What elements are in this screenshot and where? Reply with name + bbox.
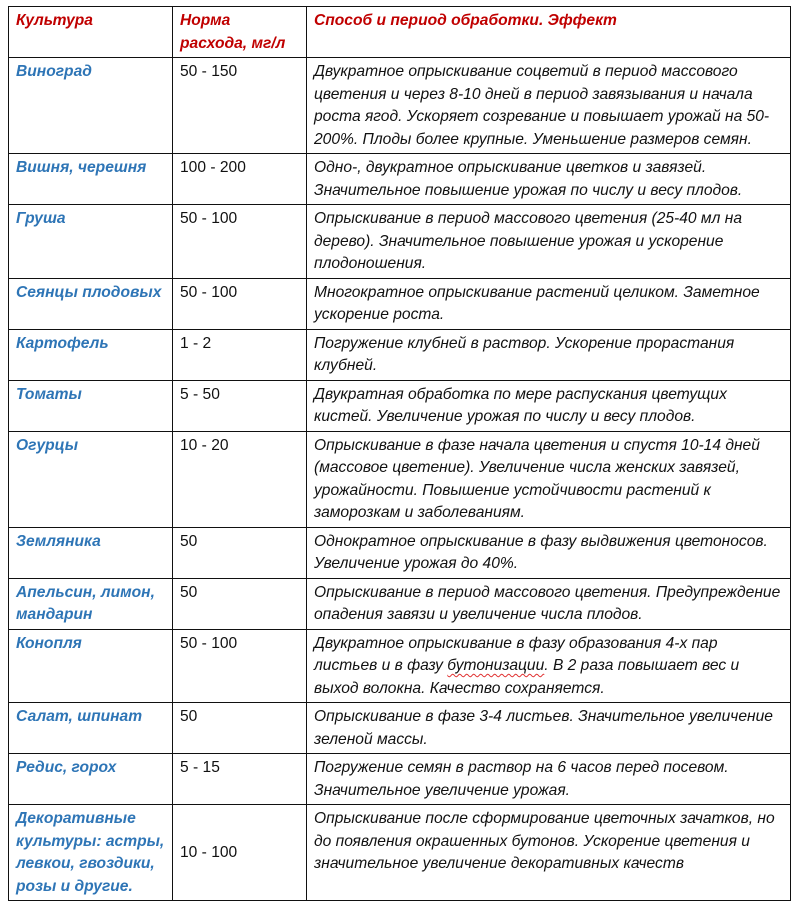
method-cell: Многократное опрыскивание растений целиком. Заметное ускорение роста. [307, 278, 791, 329]
table-row [9, 527, 791, 578]
rate-cell: 100 - 200 [173, 154, 307, 205]
table-header-row [9, 7, 791, 58]
rate-cell: 50 - 150 [173, 58, 307, 154]
crop-cell: Декоративные культуры: астры, левкои, гвоздики, розы и другие. [9, 805, 173, 901]
document-page [8, 6, 790, 901]
rate-cell: 5 - 15 [173, 754, 307, 805]
crop-cell: Картофель [9, 329, 173, 380]
method-cell: Опрыскивание в период массового цветения. Предупреждение опадения завязи и увеличение числа плодов. [307, 578, 791, 629]
crop-cell: Огурцы [9, 431, 173, 527]
method-cell: Опрыскивание в период массового цветения (25-40 мл на дерево). Значительное повышение урожая и ускорение плодоношения. [307, 205, 791, 279]
table-row [9, 58, 791, 154]
method-cell: Погружение клубней в раствор. Ускорение прорастания клубней. [307, 329, 791, 380]
spellcheck-flagged-word: бутонизации [447, 657, 545, 674]
crop-cell: Виноград [9, 58, 173, 154]
table-row [9, 805, 791, 901]
method-cell: Однократное опрыскивание в фазу выдвижения цветоносов. Увеличение урожая до 40%. [307, 527, 791, 578]
table-row [9, 154, 791, 205]
crop-cell: Апельсин, лимон, мандарин [9, 578, 173, 629]
method-text: . В 2 раза повышает вес и выход волокна. Качество сохраняется. [314, 657, 740, 697]
method-cell: Опрыскивание после сформирование цветочных зачатков, но до появления окрашенных бутонов. Ускорение цветения и значительное увеличение декоративных качеств [307, 805, 791, 901]
table-row [9, 703, 791, 754]
rate-cell: 10 - 20 [173, 431, 307, 527]
crop-cell: Сеянцы плодовых [9, 278, 173, 329]
table-row [9, 329, 791, 380]
table-row [9, 431, 791, 527]
method-cell: Двукратное опрыскивание соцветий в период массового цветения и через 8-10 дней в период завязывания и начала роста ягод. Ускоряет созревание и повышает урожай на 50-200%. Плоды более крупные. Уменьшение размеров семян. [307, 58, 791, 154]
crop-cell: Земляника [9, 527, 173, 578]
table-row [9, 578, 791, 629]
method-cell: Двукратная обработка по мере распускания цветущих кистей. Увеличение урожая по числу и весу плодов. [307, 380, 791, 431]
rate-cell: 1 - 2 [173, 329, 307, 380]
header-rate: Норма расхода, мг/л [173, 7, 307, 58]
header-crop: Культура [9, 7, 173, 58]
rate-cell: 10 - 100 [173, 805, 307, 901]
crop-cell: Груша [9, 205, 173, 279]
table-row [9, 629, 791, 703]
rate-cell: 50 [173, 703, 307, 754]
method-cell: Одно-, двукратное опрыскивание цветков и завязей. Значительное повышение урожая по числу и весу плодов. [307, 154, 791, 205]
rate-cell: 50 - 100 [173, 278, 307, 329]
crop-cell: Редис, горох [9, 754, 173, 805]
method-cell: Опрыскивание в фазе начала цветения и спустя 10-14 дней (массовое цветение). Увеличение числа женских завязей, урожайности. Повышение устойчивости растений к заморозкам и заболеваниям. [307, 431, 791, 527]
method-cell [307, 629, 791, 703]
header-method: Способ и период обработки. Эффект [307, 7, 791, 58]
rate-cell: 50 [173, 578, 307, 629]
crop-cell: Вишня, черешня [9, 154, 173, 205]
crop-treatment-table [8, 6, 791, 901]
rate-cell: 50 [173, 527, 307, 578]
table-row [9, 205, 791, 279]
method-cell: Погружение семян в раствор на 6 часов перед посевом. Значительное увеличение урожая. [307, 754, 791, 805]
rate-cell: 50 - 100 [173, 205, 307, 279]
crop-cell: Томаты [9, 380, 173, 431]
rate-cell: 50 - 100 [173, 629, 307, 703]
table-row [9, 380, 791, 431]
crop-cell: Салат, шпинат [9, 703, 173, 754]
method-text: Двукратное опрыскивание в фазу образования 4-х пар листьев и в фазу [314, 634, 718, 674]
table-row [9, 754, 791, 805]
method-cell: Опрыскивание в фазе 3-4 листьев. Значительное увеличение зеленой массы. [307, 703, 791, 754]
table-row [9, 278, 791, 329]
crop-cell: Конопля [9, 629, 173, 703]
rate-cell: 5 - 50 [173, 380, 307, 431]
